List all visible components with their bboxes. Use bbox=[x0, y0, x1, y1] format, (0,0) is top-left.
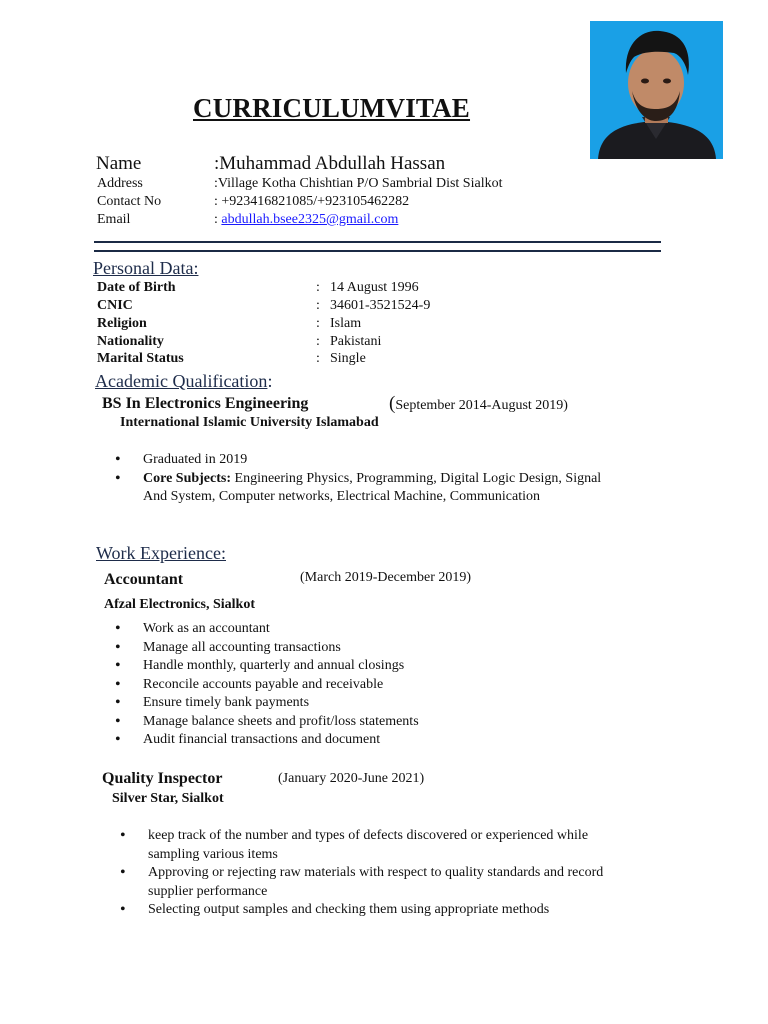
list-item bbox=[115, 657, 615, 676]
job1-duties bbox=[115, 620, 615, 750]
duty-text: Reconcile accounts payable and receivable bbox=[143, 676, 384, 692]
religion-label: Religion bbox=[97, 316, 147, 331]
address-label: Address bbox=[97, 176, 143, 191]
religion-sep: : bbox=[316, 316, 320, 331]
email-prefix: : bbox=[214, 212, 222, 227]
academic-heading-text: Academic Qualification bbox=[95, 371, 268, 391]
list-item bbox=[115, 451, 615, 470]
core-subjects-value: Engineering Physics, Programming, Digital Logic Design, Signal And System, Computer networks, Electrical Machine, Communication bbox=[143, 470, 602, 504]
profile-photo bbox=[590, 21, 723, 159]
graduated-text: Graduated in 2019 bbox=[143, 452, 248, 467]
duty-text: Selecting output samples and checking them using appropriate methods bbox=[148, 902, 550, 917]
name-value: :Muhammad Abdullah Hassan bbox=[214, 153, 446, 174]
job2-period: (January 2020-June 2021) bbox=[278, 771, 425, 786]
duty-text: Manage balance sheets and profit/loss statements bbox=[143, 713, 419, 729]
duty-text: Manage all accounting transactions bbox=[143, 639, 341, 655]
email-label: Email bbox=[97, 212, 131, 227]
page-title: CURRICULUMVITAE bbox=[193, 93, 471, 123]
duty-text: Work as an accountant bbox=[143, 621, 270, 636]
contact-value: : +923416821085/+923105462282 bbox=[214, 194, 410, 209]
divider-top bbox=[94, 241, 661, 243]
job1-title: Accountant bbox=[104, 571, 184, 588]
academic-list bbox=[115, 451, 615, 507]
dob-label: Date of Birth bbox=[97, 280, 176, 295]
list-item bbox=[115, 731, 615, 750]
list-item bbox=[115, 676, 615, 695]
degree-period bbox=[389, 393, 568, 415]
job2-duties bbox=[120, 827, 610, 920]
list-item bbox=[115, 713, 615, 732]
job1-company: Afzal Electronics, Sialkot bbox=[104, 597, 256, 612]
email-link[interactable]: abdullah.bsee2325@gmail.com bbox=[221, 212, 399, 227]
divider-bottom bbox=[94, 250, 661, 252]
work-experience-heading: Work Experience: bbox=[96, 543, 226, 563]
list-item bbox=[115, 470, 615, 507]
duty-text: Approving or rejecting raw materials with respect to quality standards and record supplier performance bbox=[148, 865, 604, 899]
list-item bbox=[120, 901, 610, 920]
job2-company: Silver Star, Sialkot bbox=[112, 791, 224, 806]
religion-value: Islam bbox=[330, 316, 362, 331]
degree-period-text: September 2014-August 2019) bbox=[395, 398, 568, 413]
duty-text: keep track of the number and types of defects discovered or experienced while sampling various items bbox=[148, 828, 589, 862]
job2-title: Quality Inspector bbox=[102, 770, 223, 787]
contact-label: Contact No bbox=[97, 194, 162, 209]
list-item bbox=[115, 639, 615, 658]
academic-heading bbox=[95, 371, 272, 392]
marital-value: Single bbox=[330, 351, 366, 366]
dob-value: 14 August 1996 bbox=[330, 280, 419, 295]
list-item bbox=[120, 827, 610, 864]
core-subjects-label: Core Subjects: bbox=[143, 470, 232, 486]
list-item bbox=[115, 694, 615, 713]
nationality-sep: : bbox=[316, 334, 320, 349]
cnic-label: CNIC bbox=[97, 298, 133, 313]
address-value: :Village Kotha Chishtian P/O Sambrial Dist Sialkot bbox=[214, 176, 503, 191]
cnic-sep: : bbox=[316, 298, 320, 313]
list-item bbox=[115, 620, 615, 639]
marital-sep: : bbox=[316, 351, 320, 366]
duty-text: Audit financial transactions and document bbox=[143, 732, 381, 747]
institution: International Islamic University Islamabad bbox=[120, 415, 379, 430]
marital-label: Marital Status bbox=[97, 351, 184, 366]
person-icon bbox=[590, 21, 723, 159]
dob-sep: : bbox=[316, 280, 320, 295]
academic-heading-colon: : bbox=[267, 371, 273, 391]
email-row bbox=[214, 212, 398, 228]
job1-period: (March 2019-December 2019) bbox=[300, 570, 472, 585]
personal-data-heading: Personal Data: bbox=[93, 258, 199, 278]
duty-text: Ensure timely bank payments bbox=[143, 695, 310, 710]
list-item bbox=[120, 864, 610, 901]
duty-text: Handle monthly, quarterly and annual closings bbox=[143, 658, 405, 673]
name-label: Name bbox=[96, 153, 142, 174]
degree-paren: ( bbox=[389, 393, 396, 414]
degree-title: BS In Electronics Engineering bbox=[102, 395, 309, 412]
nationality-label: Nationality bbox=[97, 334, 164, 349]
cnic-value: 34601-3521524-9 bbox=[330, 298, 431, 313]
nationality-value: Pakistani bbox=[330, 334, 382, 349]
